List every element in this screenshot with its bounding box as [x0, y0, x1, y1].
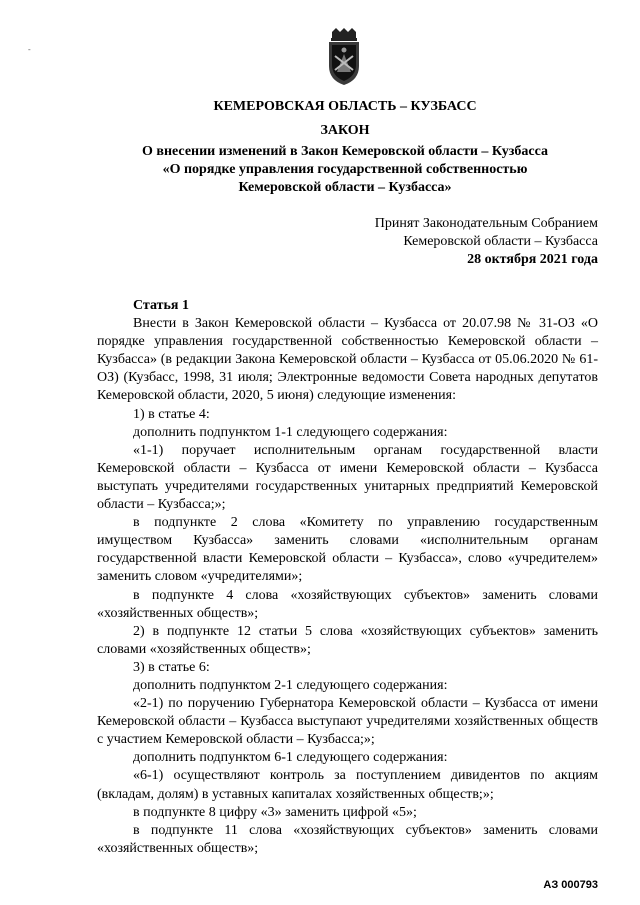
- adoption-date: 28 октября 2021 года: [467, 252, 598, 267]
- coat-of-arms-emblem: [326, 28, 362, 86]
- paragraph: «2-1) по поручению Губернатора Кемеровской области – Кузбасса от имени Кемеровской области – Кузбасса выступают учредителями хозяйственных обществ с участием Кемеровской области – Кузбасса;»;: [97, 696, 598, 748]
- document-type-heading: ЗАКОН: [320, 123, 370, 138]
- paragraph: дополнить подпунктом 1-1 следующего содержания:: [133, 424, 448, 440]
- paragraph: 1) в статье 4:: [133, 406, 210, 422]
- law-title-line: «О порядке управления государственной собственностью: [162, 162, 528, 177]
- paragraph: 2) в подпункте 12 статьи 5 слова «хозяйствующих субъектов» заменить словами «хозяйственных обществ»;: [97, 623, 598, 657]
- paragraph: в подпункте 11 слова «хозяйствующих субъектов» заменить словами «хозяйственных обществ»;: [97, 822, 598, 856]
- paragraph: дополнить подпунктом 6-1 следующего содержания:: [133, 750, 448, 766]
- adoption-block: [268, 215, 598, 269]
- law-title: [95, 143, 595, 197]
- paragraph: Внести в Закон Кемеровской области – Кузбасса от 20.07.98 № 31-ОЗ «О порядке управления государственной собственностью Кемеровской области – Кузбасса» (в редакции Закона Кемеровской области – Кузбасса от 05.06.2020 № 61-ОЗ) (Кузбасс, 1998, 31 июля; Электронные ведомости Совета народных депутатов Кемеровской области, 2020, 5 июня) следующие изменения:: [97, 316, 598, 404]
- margin-mark: -: [28, 45, 31, 54]
- law-title-line: О внесении изменений в Закон Кемеровской области – Кузбасса: [142, 144, 548, 159]
- paragraph: в подпункте 8 цифру «3» заменить цифрой «5»;: [133, 804, 417, 820]
- adoption-line: Принят Законодательным Собранием: [374, 216, 598, 231]
- law-title-line: Кемеровской области – Кузбасса»: [238, 180, 452, 195]
- paragraph: дополнить подпунктом 2-1 следующего содержания:: [133, 677, 448, 693]
- adoption-line: Кемеровской области – Кузбасса: [403, 234, 598, 249]
- document-serial-code: АЗ 000793: [543, 879, 598, 891]
- paragraph: «6-1) осуществляют контроль за поступлением дивидентов по акциям (вкладам, долям) в уставных капиталах хозяйственных обществ;»;: [97, 768, 598, 802]
- paragraph: в подпункте 2 слова «Комитету по управлению государственным имуществом Кузбасса» заменить словами «исполнительным органам государственной власти Кемеровской области – Кузбасса», слово «учредителем» заменить словом «учредителями»;: [97, 515, 598, 585]
- region-heading: КЕМЕРОВСКАЯ ОБЛАСТЬ – КУЗБАСС: [213, 99, 477, 114]
- paragraph: «1-1) поручает исполнительным органам государственной власти Кемеровской области – Кузбасса от имени Кемеровской области – Кузбасса выступать учредителями государственных унитарных предприятий Кемеровской области – Кузбасса;»;: [97, 442, 598, 513]
- paragraph: в подпункте 4 слова «хозяйствующих субъектов» заменить словами «хозяйственных обществ»;: [97, 587, 598, 621]
- article-heading: Статья 1: [133, 298, 189, 313]
- law-body: [97, 297, 598, 858]
- paragraph: 3) в статье 6:: [133, 659, 210, 675]
